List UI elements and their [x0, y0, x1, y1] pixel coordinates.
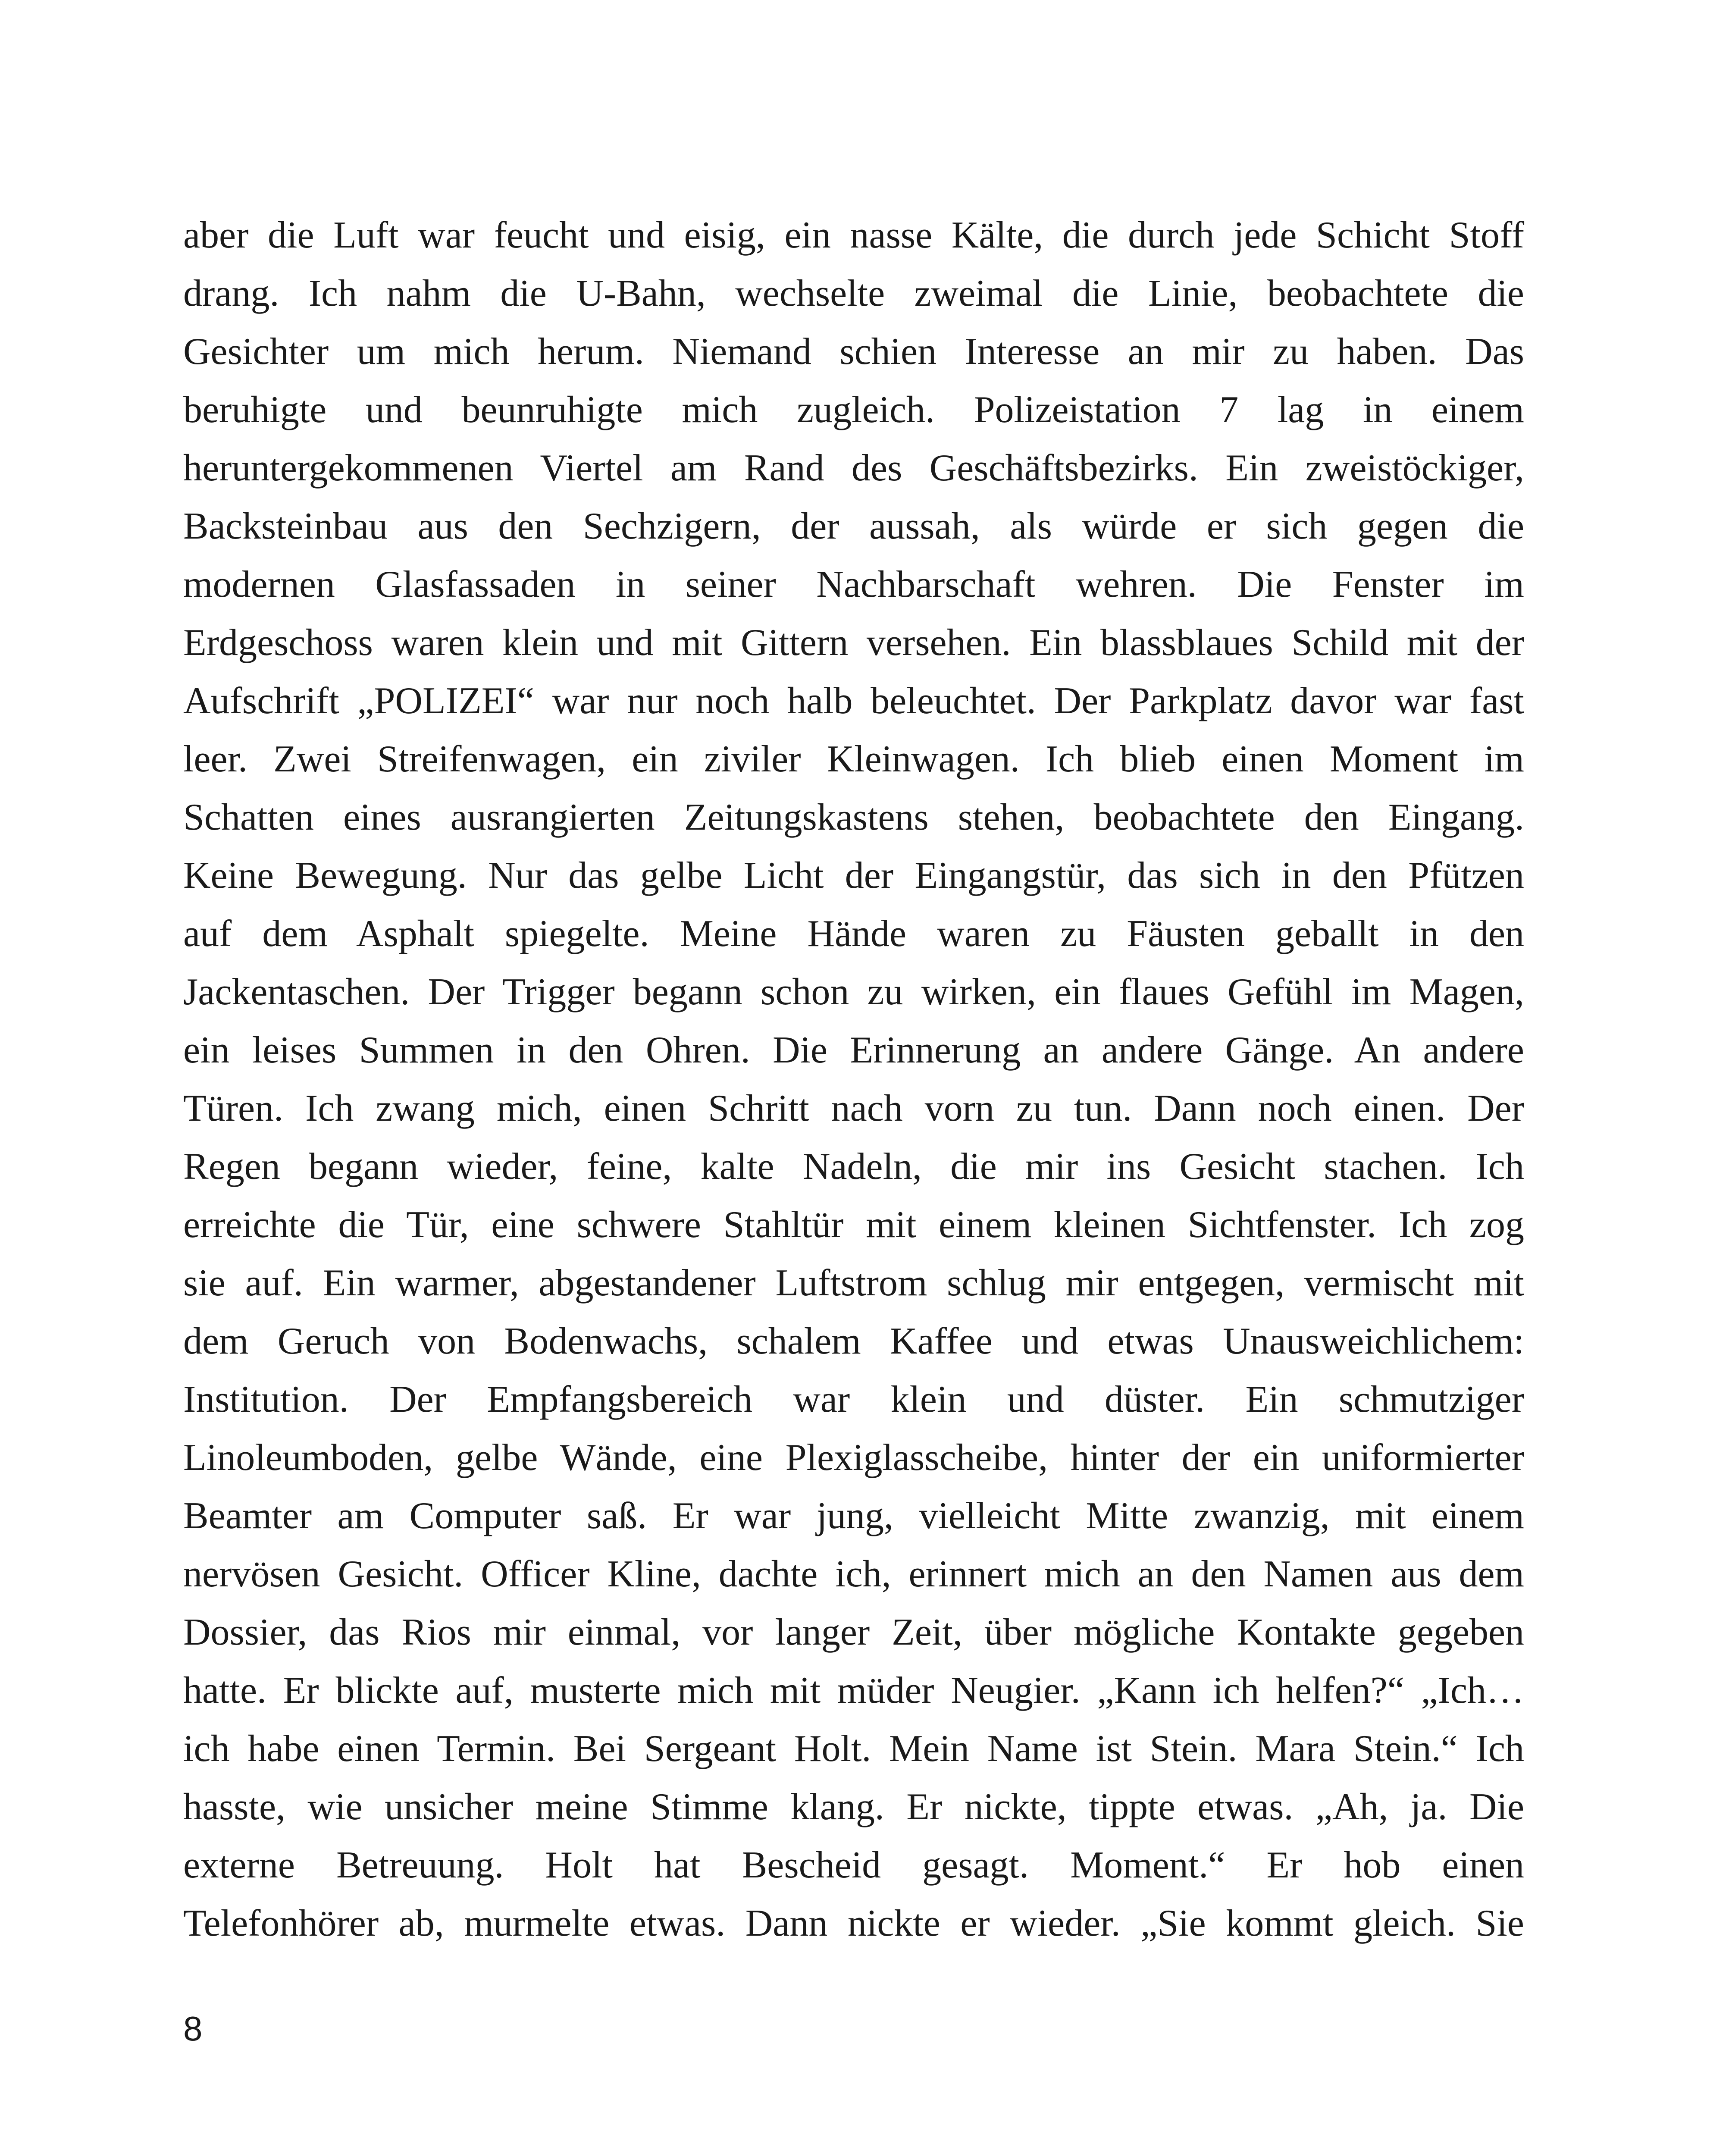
- text-line: erreichte die Tür, eine schwere Stahltür mit einem kleinen Sichtfenster. Ich zog: [183, 1204, 1524, 1246]
- text-line: ich habe einen Termin. Bei Sergeant Holt. Mein Name ist Stein. Mara Stein.“ Ich: [183, 1728, 1524, 1770]
- text-line: leer. Zwei Streifenwagen, ein ziviler Kleinwagen. Ich blieb einen Moment im: [183, 738, 1524, 780]
- text-line: auf dem Asphalt spiegelte. Meine Hände waren zu Fäusten geballt in den: [183, 913, 1524, 955]
- text-line: Beamter am Computer saß. Er war jung, vielleicht Mitte zwanzig, mit einem: [183, 1495, 1524, 1537]
- text-line: Backsteinbau aus den Sechzigern, der aussah, als würde er sich gegen die: [183, 505, 1524, 547]
- text-line: Erdgeschoss waren klein und mit Gittern versehen. Ein blassblaues Schild mit der: [183, 622, 1524, 664]
- text-line: Dossier, das Rios mir einmal, vor langer Zeit, über mögliche Kontakte gegeben: [183, 1611, 1524, 1653]
- text-line: Regen begann wieder, feine, kalte Nadeln, die mir ins Gesicht stachen. Ich: [183, 1146, 1524, 1188]
- text-line: nervösen Gesicht. Officer Kline, dachte ich, erinnert mich an den Namen aus dem: [183, 1553, 1524, 1595]
- text-line: Gesichter um mich herum. Niemand schien Interesse an mir zu haben. Das: [183, 331, 1524, 373]
- text-line: drang. Ich nahm die U-Bahn, wechselte zweimal die Linie, beobachtete die: [183, 273, 1524, 314]
- text-line: Schatten eines ausrangierten Zeitungskastens stehen, beobachtete den Eingang.: [183, 796, 1524, 838]
- text-line: beruhigte und beunruhigte mich zugleich. Polizeistation 7 lag in einem: [183, 389, 1524, 431]
- text-line: modernen Glasfassaden in seiner Nachbarschaft wehren. Die Fenster im: [183, 564, 1524, 605]
- text-line: heruntergekommenen Viertel am Rand des Geschäftsbezirks. Ein zweistöckiger,: [183, 447, 1524, 489]
- text-line: dem Geruch von Bodenwachs, schalem Kaffee und etwas Unausweichlichem:: [183, 1320, 1524, 1362]
- text-line: ein leises Summen in den Ohren. Die Erinnerung an andere Gänge. An andere: [183, 1029, 1524, 1071]
- text-line: hasste, wie unsicher meine Stimme klang. Er nickte, tippte etwas. „Ah, ja. Die: [183, 1786, 1524, 1828]
- text-line: Jackentaschen. Der Trigger begann schon zu wirken, ein flaues Gefühl im Magen,: [183, 971, 1524, 1013]
- text-line: Türen. Ich zwang mich, einen Schritt nach vorn zu tun. Dann noch einen. Der: [183, 1087, 1524, 1129]
- text-line: Aufschrift „POLIZEI“ war nur noch halb beleuchtet. Der Parkplatz davor war fast: [183, 680, 1524, 722]
- text-line: hatte. Er blickte auf, musterte mich mit müder Neugier. „Kann ich helfen?“ „Ich…: [183, 1670, 1524, 1711]
- text-line: Telefonhörer ab, murmelte etwas. Dann nickte er wieder. „Sie kommt gleich. Sie: [183, 1902, 1524, 1944]
- text-line: sie auf. Ein warmer, abgestandener Luftstrom schlug mir entgegen, vermischt mit: [183, 1262, 1524, 1304]
- text-line: Institution. Der Empfangsbereich war klein und düster. Ein schmutziger: [183, 1379, 1524, 1420]
- page-number: 8: [183, 2009, 203, 2048]
- body-text: [183, 206, 1524, 1952]
- text-line: aber die Luft war feucht und eisig, ein nasse Kälte, die durch jede Schicht Stoff: [183, 214, 1524, 256]
- text-line: Keine Bewegung. Nur das gelbe Licht der Eingangstür, das sich in den Pfützen: [183, 855, 1524, 896]
- text-line: externe Betreuung. Holt hat Bescheid gesagt. Moment.“ Er hob einen: [183, 1844, 1524, 1886]
- text-line: Linoleumboden, gelbe Wände, eine Plexiglasscheibe, hinter der ein uniformierter: [183, 1437, 1524, 1479]
